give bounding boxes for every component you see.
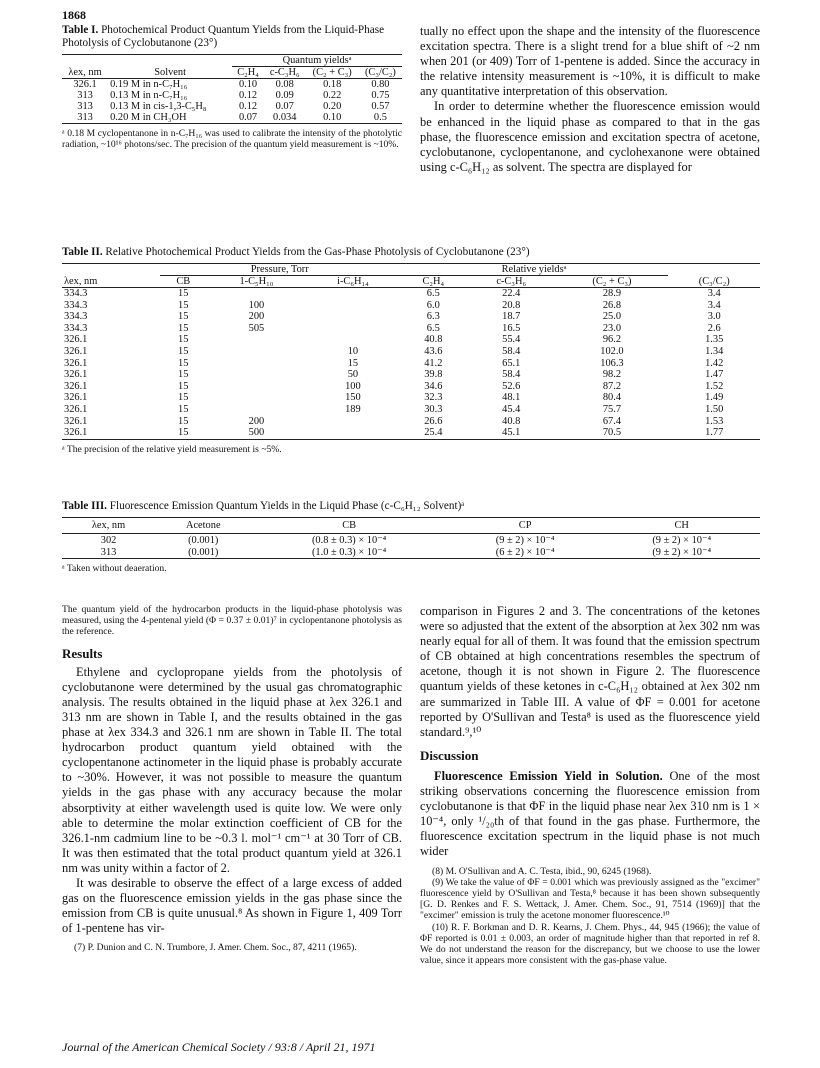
table-row (62, 381, 760, 393)
table-cell: 25.4 (424, 427, 443, 439)
table-cell (306, 323, 399, 335)
table-cell: 70.5 (602, 427, 622, 439)
table-row (62, 112, 402, 124)
table-cell: 25.0 (602, 311, 622, 323)
table-cell: 3.4 (707, 288, 721, 299)
table-cell: 34.6 (424, 380, 443, 392)
column-header: λex, nm (68, 66, 102, 78)
column-header: CP (518, 520, 532, 531)
table-cell: 28.9 (602, 288, 622, 299)
right-column-top (420, 24, 760, 175)
table-row (62, 288, 760, 300)
table-cell (207, 358, 307, 370)
table-group-header (62, 264, 760, 276)
table-cell: 1.52 (705, 380, 724, 392)
table-cell: 0.75 (371, 90, 390, 101)
column-header: CB (176, 276, 191, 287)
table3 (62, 517, 760, 559)
table-cell: (9 ± 2) × 10⁻⁴ (495, 535, 555, 546)
table-cell: 3.4 (707, 299, 721, 311)
table-cell: 0.12 (238, 101, 258, 112)
table-cell (207, 346, 307, 358)
table-cell: 334.3 (64, 299, 88, 311)
table-cell: 0.20 (323, 101, 342, 112)
right-column (420, 604, 760, 966)
paragraph: It was desirable to observe the effect of a large excess of added gas on the fluorescence emission yields in the gas phase since the emission from CB is quite unusual.⁸ As shown in Figure 1, 409 Torr of 1-pentene has vir- (62, 876, 402, 936)
column-header: (C₃/C₂) (364, 67, 396, 78)
table1-footnote: ᵃ 0.18 M cyclopentanone in n-C₇H₁₆ was used to calibrate the intensity of the photolytic radiation, ~10¹⁶ photons/sec. The precision of the quantum yield measurement is ~10%. (62, 128, 402, 151)
table-cell (306, 416, 399, 428)
table-cell: 15 (178, 380, 189, 392)
table-cell: 15 (178, 427, 189, 439)
table-cell: 40.8 (502, 415, 521, 427)
table1 (62, 54, 402, 124)
table-cell: 326.1 (64, 415, 88, 427)
table-cell: 326.1 (64, 427, 88, 439)
table-cell: 0.19 M in n-C₇H₁₆ (110, 79, 188, 90)
table-row (62, 358, 760, 370)
results-heading: Results (62, 645, 103, 661)
table-cell: 43.6 (424, 345, 443, 357)
table1-caption: Table I. Photochemical Product Quantum Yields from the Liquid-Phase Photolysis of Cyclobutanone (23°) (62, 24, 385, 49)
table-cell: 52.6 (502, 380, 521, 392)
column-header: C₂H₄ (237, 67, 259, 78)
table-cell: 326.1 (64, 380, 88, 392)
table-cell: 15 (178, 288, 189, 299)
column-header: 1-C₅H₁₀ (239, 276, 274, 287)
table-row (62, 346, 760, 358)
table-cell: 6.5 (426, 288, 440, 299)
table-cell: 80.4 (602, 392, 622, 404)
table-cell: 326.1 (64, 403, 88, 415)
table-cell: 22.4 (502, 288, 521, 299)
table-cell: 0.10 (238, 79, 258, 90)
table-row (62, 534, 760, 547)
table-row (62, 369, 760, 381)
table1-block (62, 24, 402, 150)
table-cell (306, 311, 399, 323)
table-cell: 200 (248, 311, 265, 323)
table-cell: 45.1 (502, 427, 521, 439)
table-cell: 334.3 (64, 322, 88, 334)
column-header: Solvent (154, 66, 187, 78)
table-group-header (62, 55, 402, 67)
table-header-row (62, 67, 402, 79)
column-header: CH (674, 520, 689, 531)
table-cell: 15 (178, 345, 189, 357)
column-header: (C₂ + C₃) (312, 67, 352, 78)
table-cell: 0.07 (275, 101, 294, 112)
table-cell: 15 (178, 392, 189, 404)
table-header-row (62, 276, 760, 288)
table-cell: 200 (248, 415, 265, 427)
table-row (62, 311, 760, 323)
table-cell: 15 (178, 299, 189, 311)
table-cell: 150 (345, 392, 361, 404)
table-cell: 100 (248, 299, 265, 311)
table-row (62, 101, 402, 112)
table2-caption: Table II. Relative Photochemical Product Yields from the Gas-Phase Photolysis of Cyclobutanone (23°) (62, 246, 530, 258)
table-cell: 6.0 (426, 299, 440, 311)
table-cell: 326.1 (64, 334, 88, 346)
table-cell: 58.4 (502, 345, 521, 357)
table-cell (207, 392, 307, 404)
table-cell: 0.18 (323, 79, 342, 90)
journal-footer: Journal of the American Chemical Society / 93:8 / April 21, 1971 (62, 1040, 376, 1054)
column-header: (C₂ + C₃) (592, 276, 632, 287)
table-cell (207, 404, 307, 416)
table-cell: 16.5 (502, 322, 521, 334)
table-row (62, 323, 760, 335)
table-row (62, 79, 402, 91)
table-cell: 313 (77, 112, 93, 123)
intro-text: The quantum yield of the hydrocarbon products in the liquid-phase photolysis was measured, using the 4-pentenal yield (Φ = 0.37 ± 0.01)⁷ in cyclopentanone photolysis as the reference. (62, 604, 402, 638)
table-cell (207, 334, 307, 346)
group-header: Relative yieldsᵃ (400, 264, 669, 276)
paragraph: Ethylene and cyclopropane yields from the photolysis of cyclobutanone were determined by the usual gas chromatographic analysis. The results obtained in the liquid phase at λex 326.1 and 313 nm are shown in Table I, and the results obtained in the gas phase at λex 334.3 and 326.1 nm are shown in Table II. The total hydrocarbon product quantum yield obtained with the cyclopentanone actinometer in the liquid phase is probably accurate to ~30%. However, it was not possible to measure the quantum yields in the gas phase with any accuracy because the molar absorptivity at either wavelength used is quite low. We were only able to determine the molar extinction coefficient of CB for the 326.1-nm cadmium line to be ~0.3 l. mol⁻¹ cm⁻¹ at 30 Torr of CB. It was then estimated that the total product quantum yield at 326.1 nm was unity within a factor of 2. (62, 664, 402, 875)
table3-footnote: ᵃ Taken without deaeration. (62, 563, 167, 574)
table-cell: 1.50 (705, 403, 724, 415)
paragraph: comparison in Figures 2 and 3. The concentrations of the ketones were so adjusted that the extent of the absorption at λex 302 nm was nearly equal for all of them. It was found that the emission spectrum of CB obtained at high concentrations resembles the spectrum of acetone, though it is not shown in Figure 2. The fluorescence quantum yields of these ketones in c-C₆H₁₂ obtained at λex 302 nm are summarized in Table III. A value of ΦF = 0.001 for acetone reported by O'Sullivan and Testa⁸ is used as the fluorescence yield standard.⁹,¹⁰ (420, 604, 760, 739)
column-header: CB (342, 520, 357, 531)
table-cell: (9 ± 2) × 10⁻⁴ (652, 547, 712, 558)
table-cell: 15 (178, 415, 189, 427)
table-header-row (62, 518, 760, 534)
table-cell: (1.0 ± 0.3) × 10⁻⁴ (311, 547, 387, 558)
table-row (62, 392, 760, 404)
table-cell: 1.47 (705, 369, 724, 381)
table-cell: 26.6 (424, 415, 443, 427)
column-header: c-C₃H₆ (269, 67, 300, 78)
table-cell: 10 (347, 345, 359, 357)
table-cell: 334.3 (64, 311, 88, 323)
column-header: c-C₃H₆ (496, 276, 527, 287)
table-cell: 2.6 (707, 322, 721, 334)
table-cell: 106.3 (600, 357, 624, 369)
table-cell: (6 ± 2) × 10⁻⁴ (495, 547, 555, 558)
column-header: i-C₆H₁₄ (337, 276, 369, 287)
table-cell: 6.3 (426, 311, 440, 323)
discussion-heading: Discussion (420, 747, 479, 763)
table-cell (306, 427, 399, 439)
table3-block (62, 500, 760, 574)
table-cell (207, 369, 307, 381)
table-cell: 75.7 (602, 403, 622, 415)
table-cell: 326.1 (73, 79, 97, 90)
table-cell: 65.1 (502, 357, 521, 369)
column-header: Acetone (185, 520, 221, 531)
table-cell (207, 381, 307, 393)
table-cell: 50 (347, 369, 359, 381)
column-header: C₂H₄ (422, 276, 445, 287)
table-cell: 1.42 (705, 357, 724, 369)
paragraph: In order to determine whether the fluorescence emission would be enhanced in the liquid phase as compared to that in the gas phase, the fluorescence emission and excitation spectra of acetone, cyclobutanone, cyclopentanone, and cyclohexanone were obtained using c-C₆H₁₂ as solvent. The spectra are displayed for (420, 99, 760, 174)
table-cell: 1.35 (705, 334, 724, 346)
table-cell: 41.2 (424, 357, 443, 369)
table-cell (207, 288, 307, 300)
table-cell (306, 300, 399, 312)
table-cell: 0.09 (275, 90, 294, 101)
table2-block (62, 246, 760, 455)
table-cell: 0.20 M in CH₃OH (110, 112, 187, 123)
table-cell: 334.3 (64, 288, 88, 299)
table-row (62, 427, 760, 439)
table-cell: (0.001) (188, 546, 219, 558)
table-cell: 58.4 (502, 369, 521, 381)
table-cell: 313 (100, 546, 117, 558)
group-header: Pressure, Torr (160, 264, 400, 276)
table3-caption: Table III. Fluorescence Emission Quantum Yields in the Liquid Phase (c-C₆H₁₂ Solvent)ᵃ (62, 500, 465, 512)
table-cell: 0.034 (273, 112, 297, 123)
table-cell: 20.8 (502, 299, 521, 311)
table2 (62, 263, 760, 440)
table-cell: 0.08 (275, 79, 294, 90)
footnote-8: (8) M. O'Sullivan and A. C. Testa, ibid., 90, 6245 (1968). (432, 865, 652, 877)
table-cell: 100 (345, 380, 361, 392)
table-cell: 15 (178, 322, 189, 334)
table-cell: 6.5 (426, 322, 440, 334)
footnotes (420, 866, 760, 967)
table-cell: 313 (77, 101, 93, 112)
table-cell: 0.22 (323, 90, 342, 101)
table-cell: 326.1 (64, 345, 88, 357)
table-cell: 26.8 (602, 299, 622, 311)
table-cell: 67.4 (602, 415, 622, 427)
table-cell: (0.8 ± 0.3) × 10⁻⁴ (311, 535, 387, 546)
table-cell: 0.10 (323, 112, 342, 123)
column-header: λex, nm (64, 275, 98, 287)
page-number: 1868 (62, 8, 86, 22)
table-cell: 0.12 (238, 90, 258, 101)
table-cell: (9 ± 2) × 10⁻⁴ (652, 535, 712, 546)
table-cell: 326.1 (64, 369, 88, 381)
table-cell: 32.3 (424, 392, 443, 404)
table-cell: 326.1 (64, 357, 88, 369)
column-header: λex, nm (91, 520, 126, 531)
table-cell (306, 288, 399, 300)
table-cell: 0.07 (238, 112, 258, 123)
table-cell: 39.8 (424, 369, 443, 381)
table-cell: (0.001) (188, 534, 219, 546)
table-cell: 0.80 (371, 79, 390, 90)
group-header: Quantum yieldsᵃ (232, 55, 402, 67)
table2-footnote: ᵃ The precision of the relative yield measurement is ~5%. (62, 443, 282, 455)
table-cell: 15 (178, 403, 189, 415)
column-header: (C₃/C₂) (698, 275, 730, 287)
table-cell: 87.2 (602, 380, 622, 392)
table-cell: 302 (100, 534, 117, 546)
table-cell: 102.0 (600, 345, 624, 357)
footnote-7: (7) P. Dunion and C. N. Trumbore, J. Amer. Chem. Soc., 87, 4211 (1965). (74, 942, 357, 954)
table-cell: 23.0 (602, 322, 622, 334)
table-cell: 189 (345, 403, 361, 415)
table-cell: 15 (178, 334, 189, 346)
table-cell: 1.49 (705, 392, 724, 404)
table-cell (306, 334, 399, 346)
table-cell: 30.3 (424, 403, 443, 415)
table-row (62, 416, 760, 428)
table-row (62, 404, 760, 416)
table-row (62, 546, 760, 559)
table-cell: 326.1 (64, 392, 88, 404)
table-cell: 15 (178, 311, 189, 323)
table-cell: 3.0 (707, 311, 721, 323)
table-cell: 500 (248, 427, 265, 439)
table-cell: 15 (178, 357, 189, 369)
table-cell: 1.77 (705, 427, 724, 439)
table-cell: 505 (248, 322, 265, 334)
subheading: Fluorescence Emission Yield in Solution. (434, 768, 663, 783)
table-cell: 0.13 M in cis-1,3-C₅H₈ (110, 101, 207, 112)
footnote-9: (9) We take the value of ΦF = 0.001 which was previously assigned as the "excimer" fluorescence yield by O'Sullivan and Testa,⁸ because it has been shown subsequently [G. D. Renkes and F. S. Wettack, J. Amer. Chem. Soc., 91, 7514 (1969)] that the "excimer" emission is truly the acetone monomer fluorescence.¹⁰ (420, 876, 760, 922)
table-cell: 0.5 (373, 112, 387, 123)
table-row (62, 300, 760, 312)
table-cell: 1.34 (705, 345, 724, 357)
table-cell: 1.53 (705, 415, 724, 427)
table-cell: 0.57 (371, 101, 390, 112)
table-cell: 48.1 (502, 392, 521, 404)
table-cell: 15 (178, 369, 189, 381)
table-cell: 15 (347, 357, 359, 369)
footnote-10: (10) R. F. Borkman and D. R. Kearns, J. Chem. Phys., 44, 945 (1966); the value of ΦF reported is 0.01 ± 0.003, an order of magnitude higher than that reported in ref 8. We do not understand the reason for the discrepancy, but we choose to use the lower value, since it appears more consistent with the gas-phase value. (420, 921, 760, 967)
table-cell: 313 (77, 90, 93, 101)
table-cell: 96.2 (602, 334, 622, 346)
table-row (62, 334, 760, 346)
table-cell: 45.4 (502, 403, 521, 415)
paragraph: Fluorescence Emission Yield in Solution. One of the most striking observations concerning the fluorescence emission from cyclobutanone is that ΦF in the liquid phase near λex 310 nm is 1 × 10⁻⁴, only ¹/₂₀th of that found in the gas phase. Furthermore, the fluorescence excitation spectrum in the liquid phase is not much wider (420, 768, 760, 859)
table-cell: 55.4 (502, 334, 521, 346)
table-cell: 98.2 (602, 369, 622, 381)
table-cell: 0.13 M in n-C₇H₁₆ (110, 90, 188, 101)
paragraph: tually no effect upon the shape and the intensity of the fluorescence excitation spectra. There is a slight trend for a blue shift of ~2 nm when 201 (or 409) Torr of 1-pentene is added. Since the accuracy in the relative intensity measurement is ~10%, it is difficult to make any quantitative interpretation of this observation. (420, 24, 760, 99)
table-row (62, 90, 402, 101)
table-cell: 40.8 (424, 334, 443, 346)
table-cell: 18.7 (502, 311, 521, 323)
left-column (62, 604, 402, 954)
